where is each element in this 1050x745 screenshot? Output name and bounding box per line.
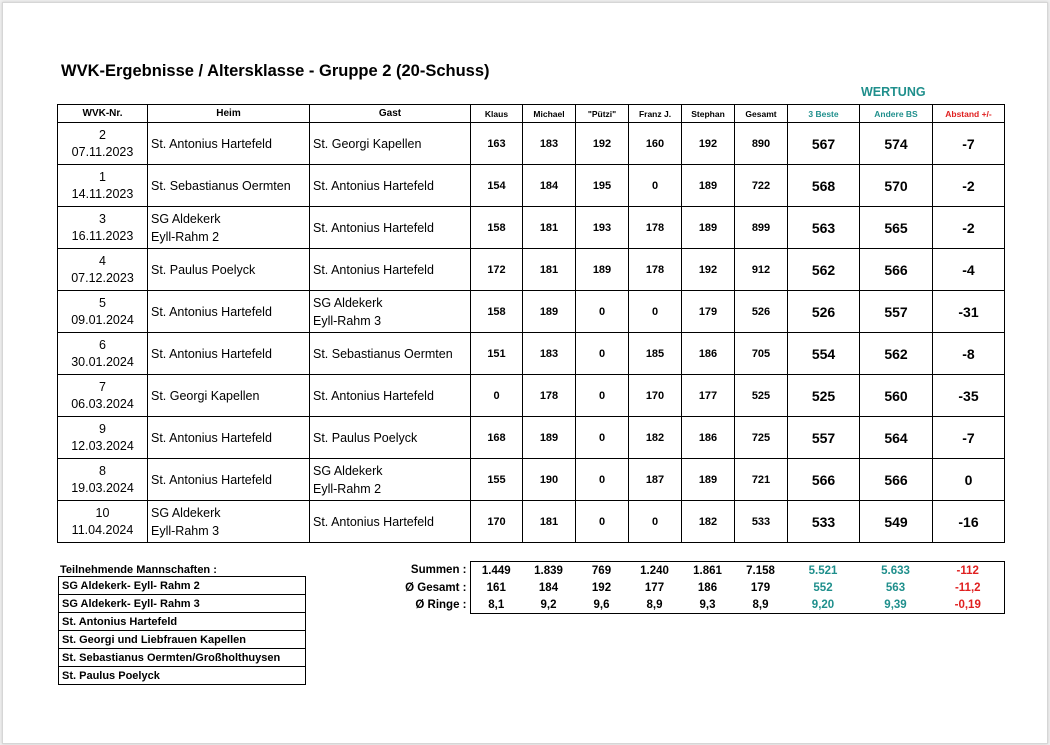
heim-team-line1: SG Aldekerk — [151, 211, 221, 226]
summary-gesamt: 8,9 — [734, 596, 787, 614]
score-andere-bs: 566 — [860, 249, 933, 291]
summary-gesamt: 179 — [750, 581, 771, 594]
score-michael: 189 — [523, 417, 576, 459]
score-stephan: 192 — [682, 123, 735, 165]
summary-klaus: 8,1 — [470, 596, 522, 614]
match-number: 1 — [99, 169, 106, 184]
header-abstand: Abstand +/- — [933, 105, 1005, 123]
score-puetzi: 0 — [576, 333, 629, 375]
heim-team-line2: Eyll-Rahm 2 — [151, 229, 220, 244]
score-gesamt: 526 — [735, 291, 788, 333]
match-cell — [58, 165, 148, 207]
score-franz: 160 — [629, 123, 682, 165]
team-name: St. Paulus Poelyck — [59, 667, 306, 685]
summary-franz: 8,9 — [628, 596, 681, 614]
score-abstand: -7 — [933, 123, 1005, 165]
gast-cell — [310, 501, 471, 543]
summary-michael: 184 — [538, 581, 559, 594]
summary-abstand: -0,19 — [932, 596, 1004, 614]
team-list-item — [59, 667, 306, 685]
score-stephan: 179 — [682, 291, 735, 333]
team-list-item — [59, 613, 306, 631]
summary-franz: 177 — [644, 581, 665, 594]
heim-cell — [148, 459, 310, 501]
score-puetzi: 195 — [576, 165, 629, 207]
score-andere-bs: 565 — [860, 207, 933, 249]
gast-team-line1: St. Paulus Poelyck — [313, 430, 418, 445]
match-date: 16.11.2023 — [71, 228, 134, 243]
score-gesamt: 722 — [735, 165, 788, 207]
summary-klaus: 1.449 — [470, 562, 522, 580]
match-number: 9 — [99, 421, 106, 436]
heim-team-line1: St. Antonius Hartefeld — [151, 346, 272, 361]
table-row — [58, 375, 1005, 417]
gast-cell — [310, 249, 471, 291]
score-puetzi: 0 — [576, 417, 629, 459]
score-3-beste: 554 — [788, 333, 860, 375]
match-cell — [58, 291, 148, 333]
score-michael: 184 — [523, 165, 576, 207]
score-franz: 170 — [629, 375, 682, 417]
score-puetzi: 0 — [576, 375, 629, 417]
score-michael: 189 — [523, 291, 576, 333]
header-franz: Franz J. — [629, 105, 682, 123]
heim-team-line1: St. Georgi Kapellen — [151, 388, 260, 403]
teilnehmende-label: Teilnehmende Mannschaften : — [60, 564, 217, 577]
summary-gesamt: 7.158 — [734, 562, 787, 580]
score-franz: 185 — [629, 333, 682, 375]
score-michael: 190 — [523, 459, 576, 501]
heim-cell — [148, 501, 310, 543]
score-klaus: 154 — [471, 165, 523, 207]
gast-team-line1: St. Antonius Hartefeld — [313, 388, 434, 403]
score-klaus: 151 — [471, 333, 523, 375]
score-andere-bs: 560 — [860, 375, 933, 417]
score-3-beste: 557 — [788, 417, 860, 459]
header-puetzi: "Pützi" — [576, 105, 629, 123]
score-andere-bs: 549 — [860, 501, 933, 543]
match-date: 11.04.2024 — [71, 522, 134, 537]
header-nr: WVK-Nr. — [58, 105, 148, 123]
heim-team-line1: St. Antonius Hartefeld — [151, 304, 272, 319]
score-klaus: 158 — [471, 291, 523, 333]
score-michael: 183 — [523, 123, 576, 165]
summary-michael: 9,2 — [522, 596, 575, 614]
score-klaus: 172 — [471, 249, 523, 291]
heim-team-line1: St. Paulus Poelyck — [151, 262, 256, 277]
gast-team-line1: St. Antonius Hartefeld — [313, 220, 434, 235]
summary-stephan: 186 — [697, 581, 718, 594]
score-franz: 0 — [629, 165, 682, 207]
match-date: 12.03.2024 — [71, 438, 134, 453]
heim-cell — [148, 375, 310, 417]
heim-cell — [148, 165, 310, 207]
score-andere-bs: 574 — [860, 123, 933, 165]
table-row — [58, 207, 1005, 249]
score-michael: 181 — [523, 501, 576, 543]
gast-cell — [310, 459, 471, 501]
match-cell — [58, 459, 148, 501]
match-number: 3 — [99, 211, 106, 226]
wertung-label: WERTUNG — [861, 85, 926, 99]
table-row — [58, 291, 1005, 333]
match-date: 07.12.2023 — [71, 270, 134, 285]
score-3-beste: 567 — [788, 123, 860, 165]
table-header-row — [58, 105, 1005, 123]
score-franz: 0 — [629, 291, 682, 333]
score-abstand: -2 — [933, 207, 1005, 249]
summary-stephan: 9,3 — [681, 596, 734, 614]
score-gesamt: 890 — [735, 123, 788, 165]
gast-cell — [310, 417, 471, 459]
score-stephan: 177 — [682, 375, 735, 417]
score-3-beste: 533 — [788, 501, 860, 543]
score-klaus: 163 — [471, 123, 523, 165]
match-number: 6 — [99, 337, 106, 352]
summary-franz: 1.240 — [628, 562, 681, 580]
team-list-item — [59, 577, 306, 595]
page-title: WVK-Ergebnisse / Altersklasse - Gruppe 2 (20-Schuss) — [61, 62, 490, 80]
score-andere-bs: 562 — [860, 333, 933, 375]
table-row — [58, 417, 1005, 459]
gast-team-line1: St. Antonius Hartefeld — [313, 514, 434, 529]
header-gast: Gast — [310, 105, 471, 123]
score-michael: 181 — [523, 207, 576, 249]
gast-team-line1: SG Aldekerk — [313, 295, 383, 310]
match-cell — [58, 333, 148, 375]
summary-label: Ø Ringe : — [415, 598, 467, 611]
match-date: 07.11.2023 — [71, 144, 134, 159]
match-number: 8 — [99, 463, 106, 478]
score-michael: 183 — [523, 333, 576, 375]
summary-beste: 552 — [813, 581, 833, 594]
score-michael: 178 — [523, 375, 576, 417]
gast-team-line2: Eyll-Rahm 3 — [313, 313, 382, 328]
team-name: SG Aldekerk- Eyll- Rahm 3 — [59, 595, 306, 613]
heim-cell — [148, 123, 310, 165]
match-number: 5 — [99, 295, 106, 310]
score-puetzi: 0 — [576, 291, 629, 333]
score-andere-bs: 566 — [860, 459, 933, 501]
heim-team-line1: St. Antonius Hartefeld — [151, 136, 272, 151]
heim-team-line1: St. Antonius Hartefeld — [151, 472, 272, 487]
summary-beste: 9,20 — [787, 596, 859, 614]
summary-label: Summen : — [410, 564, 467, 577]
score-abstand: 0 — [933, 459, 1005, 501]
summary-andere: 5.633 — [859, 562, 932, 580]
score-klaus: 168 — [471, 417, 523, 459]
heim-team-line1: St. Sebastianus Oermten — [151, 178, 291, 193]
summary-michael: 1.839 — [522, 562, 575, 580]
score-andere-bs: 557 — [860, 291, 933, 333]
summary-abstand: -11,2 — [932, 579, 1004, 596]
match-number: 7 — [99, 379, 106, 394]
header-gesamt: Gesamt — [735, 105, 788, 123]
score-franz: 182 — [629, 417, 682, 459]
score-gesamt: 725 — [735, 417, 788, 459]
table-row — [58, 123, 1005, 165]
team-name: St. Sebastianus Oermten/Großholthuysen — [59, 649, 306, 667]
score-gesamt: 899 — [735, 207, 788, 249]
score-klaus: 170 — [471, 501, 523, 543]
team-name: St. Georgi und Liebfrauen Kapellen — [59, 631, 306, 649]
teams-list — [58, 576, 306, 685]
team-list-item — [59, 631, 306, 649]
heim-cell — [148, 291, 310, 333]
score-stephan: 189 — [682, 207, 735, 249]
team-list-item — [59, 595, 306, 613]
match-cell — [58, 249, 148, 291]
score-klaus: 158 — [471, 207, 523, 249]
heim-team-line1: St. Antonius Hartefeld — [151, 430, 272, 445]
table-row — [58, 165, 1005, 207]
header-michael: Michael — [523, 105, 576, 123]
table-row — [58, 459, 1005, 501]
score-puetzi: 0 — [576, 501, 629, 543]
score-klaus: 0 — [471, 375, 523, 417]
score-stephan: 192 — [682, 249, 735, 291]
header-3-beste: 3 Beste — [788, 105, 860, 123]
heim-cell — [148, 417, 310, 459]
gast-cell — [310, 207, 471, 249]
score-3-beste: 525 — [788, 375, 860, 417]
score-puetzi: 0 — [576, 459, 629, 501]
summary-klaus: 161 — [470, 579, 522, 596]
results-body — [58, 123, 1005, 543]
match-date: 06.03.2024 — [71, 396, 134, 411]
score-3-beste: 562 — [788, 249, 860, 291]
summary-stephan: 1.861 — [681, 562, 734, 580]
header-andere-bs: Andere BS — [860, 105, 933, 123]
header-heim: Heim — [148, 105, 310, 123]
heim-cell — [148, 207, 310, 249]
gast-cell — [310, 375, 471, 417]
score-stephan: 186 — [682, 417, 735, 459]
score-gesamt: 912 — [735, 249, 788, 291]
summary-beste: 5.521 — [787, 562, 859, 580]
score-gesamt: 705 — [735, 333, 788, 375]
score-klaus: 155 — [471, 459, 523, 501]
team-list-item — [59, 649, 306, 667]
summary-abstand: -112 — [932, 562, 1004, 580]
heim-cell — [148, 333, 310, 375]
header-klaus: Klaus — [471, 105, 523, 123]
score-abstand: -31 — [933, 291, 1005, 333]
score-franz: 178 — [629, 249, 682, 291]
score-stephan: 182 — [682, 501, 735, 543]
document-page — [2, 2, 1048, 744]
score-abstand: -4 — [933, 249, 1005, 291]
gast-team-line1: St. Sebastianus Oermten — [313, 346, 453, 361]
score-puetzi: 189 — [576, 249, 629, 291]
score-abstand: -8 — [933, 333, 1005, 375]
match-number: 4 — [99, 253, 106, 268]
score-franz: 0 — [629, 501, 682, 543]
score-michael: 181 — [523, 249, 576, 291]
match-cell — [58, 501, 148, 543]
results-table — [57, 104, 1005, 543]
summary-puetzi: 192 — [591, 581, 612, 594]
score-puetzi: 193 — [576, 207, 629, 249]
score-3-beste: 563 — [788, 207, 860, 249]
gast-team-line1: St. Georgi Kapellen — [313, 136, 422, 151]
score-abstand: -35 — [933, 375, 1005, 417]
score-stephan: 186 — [682, 333, 735, 375]
gast-cell — [310, 165, 471, 207]
summary-andere: 9,39 — [859, 596, 932, 614]
score-franz: 187 — [629, 459, 682, 501]
gast-team-line1: St. Antonius Hartefeld — [313, 262, 434, 277]
gast-team-line2: Eyll-Rahm 2 — [313, 481, 382, 496]
gast-cell — [310, 291, 471, 333]
summary-puetzi: 9,6 — [575, 596, 628, 614]
score-abstand: -2 — [933, 165, 1005, 207]
match-date: 30.01.2024 — [71, 354, 134, 369]
score-gesamt: 525 — [735, 375, 788, 417]
score-stephan: 189 — [682, 459, 735, 501]
score-stephan: 189 — [682, 165, 735, 207]
header-stephan: Stephan — [682, 105, 735, 123]
match-cell — [58, 123, 148, 165]
score-franz: 178 — [629, 207, 682, 249]
score-3-beste: 568 — [788, 165, 860, 207]
score-3-beste: 566 — [788, 459, 860, 501]
score-abstand: -16 — [933, 501, 1005, 543]
match-date: 19.03.2024 — [71, 480, 134, 495]
score-andere-bs: 570 — [860, 165, 933, 207]
match-number: 10 — [95, 505, 110, 520]
table-row — [58, 333, 1005, 375]
summary-andere: 563 — [885, 581, 906, 594]
score-puetzi: 192 — [576, 123, 629, 165]
summary-puetzi: 769 — [575, 562, 628, 580]
match-cell — [58, 417, 148, 459]
table-row — [58, 501, 1005, 543]
score-3-beste: 526 — [788, 291, 860, 333]
summary-label: Ø Gesamt : — [405, 581, 467, 594]
gast-cell — [310, 123, 471, 165]
match-cell — [58, 375, 148, 417]
match-date: 14.11.2023 — [71, 186, 134, 201]
heim-team-line2: Eyll-Rahm 3 — [151, 523, 220, 538]
heim-cell — [148, 249, 310, 291]
score-andere-bs: 564 — [860, 417, 933, 459]
score-gesamt: 533 — [735, 501, 788, 543]
team-name: St. Antonius Hartefeld — [59, 613, 306, 631]
score-abstand: -7 — [933, 417, 1005, 459]
match-date: 09.01.2024 — [71, 312, 134, 327]
heim-team-line1: SG Aldekerk — [151, 505, 221, 520]
gast-team-line1: St. Antonius Hartefeld — [313, 178, 434, 193]
gast-team-line1: SG Aldekerk — [313, 463, 383, 478]
score-gesamt: 721 — [735, 459, 788, 501]
teams-body — [59, 577, 306, 685]
match-cell — [58, 207, 148, 249]
gast-cell — [310, 333, 471, 375]
table-row — [58, 249, 1005, 291]
match-number: 2 — [99, 127, 106, 142]
team-name: SG Aldekerk- Eyll- Rahm 2 — [59, 577, 306, 595]
